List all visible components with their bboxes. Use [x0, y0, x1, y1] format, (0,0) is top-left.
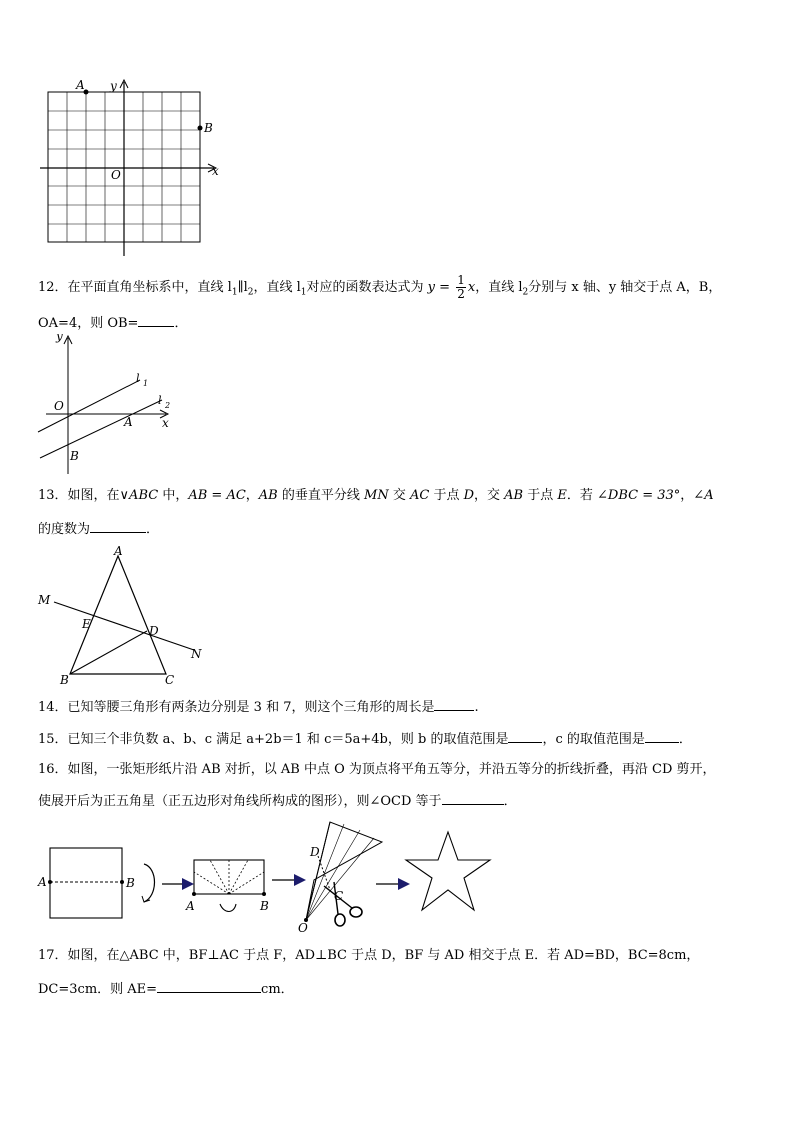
question-13-line1: 13．如图，在∨ABC 中，AB = AC，AB 的垂直平分线 MN 交 AC 于点 D，交 AB 于点 E．若 ∠DBC = 33°，∠A [38, 488, 714, 503]
label-d: D [149, 624, 159, 638]
label-o: O [54, 399, 64, 413]
label-c: C [334, 889, 344, 903]
svg-text:2: 2 [165, 401, 171, 410]
question-17-line1: 17．如图，在△ABC 中，BF⊥AC 于点 F，AD⊥BC 于点 D，BF 与 AD 相交于点 E．若 AD=BD，BC=8cm， [38, 948, 700, 963]
svg-text:1: 1 [143, 379, 149, 388]
label-a-step1: A [38, 875, 47, 889]
question-13-line2: 的度数为 ． [38, 518, 159, 540]
label-d: D [310, 845, 320, 859]
label-b-step2: B [260, 899, 269, 913]
question-14: 14．已知等腰三角形有两条边分别是 3 和 7，则这个三角形的周长是 . [38, 696, 479, 718]
label-x: x [162, 416, 169, 430]
fold-arrow-icon [144, 864, 155, 902]
label-e: E [82, 617, 91, 631]
question-17-line2: DC=3cm．则 AE= cm． [38, 978, 294, 1000]
label-b: B [60, 673, 69, 686]
label-b: B [70, 449, 79, 463]
five-pointed-star [406, 832, 490, 910]
label-y: y [110, 79, 117, 93]
label-o: O [298, 921, 308, 935]
label-a: A [76, 78, 85, 92]
question-15: 15．已知三个非负数 a、b、c 满足 a+2b＝1 和 c＝5a+4b，则 b 的取值范围是 ，c 的取值范围是 ． [38, 728, 692, 750]
answer-blank-16[interactable] [442, 790, 504, 805]
figure-q13-triangle [34, 544, 214, 686]
answer-blank-15-c[interactable] [645, 728, 679, 743]
question-12-line1: 12．在平面直角坐标系中，直线 $l_1\parallel l_2$，直线 $l_1$对应的函数表达式为 y = $\frac{1}{2}$ x，直线 $l_2$分别与 x 轴、y 轴交于点 A，B， [38, 273, 722, 301]
question-12-line2: OA=4，则 OB= ． [38, 312, 187, 334]
arrow-right-icon [182, 878, 194, 890]
question-16-line2: 使展开后为正五角星（正五边形对角线所构成的图形），则∠OCD 等于 ． [38, 790, 517, 812]
label-o: O [111, 168, 121, 182]
answer-blank-12[interactable] [138, 312, 174, 327]
expr-y: y [427, 280, 436, 295]
answer-blank-13[interactable] [90, 518, 146, 533]
point-b [198, 126, 203, 131]
answer-blank-17[interactable] [157, 978, 261, 993]
label-n: N [191, 647, 202, 661]
label-x: x [212, 164, 219, 178]
label-b: B [204, 121, 213, 135]
label-l2: l [158, 394, 162, 407]
label-c: C [165, 673, 175, 686]
answer-blank-15-b[interactable] [508, 728, 542, 743]
arrow-right-icon [398, 878, 410, 890]
label-a: A [124, 415, 133, 429]
figure-q12-lines [34, 334, 184, 476]
grid-coordinate-figure [36, 78, 222, 258]
label-a-step2: A [186, 899, 195, 913]
label-y: y [56, 334, 63, 343]
label-m: M [38, 593, 51, 607]
label-l1: l [136, 372, 140, 385]
perpendicular-bisector-mn [54, 602, 194, 650]
fold-curve-icon [220, 904, 236, 912]
label-a: A [114, 544, 123, 558]
figure-q16-folding [34, 816, 504, 936]
question-16-line1: 16．如图，一张矩形纸片沿 AB 对折，以 AB 中点 O 为顶点将平角五等分，并沿五等分的折线折叠，再沿 CD 剪开， [38, 762, 716, 777]
label-b-step1: B [126, 876, 135, 890]
answer-blank-14[interactable] [434, 696, 474, 711]
arrow-right-icon [294, 874, 306, 886]
fraction-one-half: $\frac{1}{2}$ [457, 273, 465, 301]
